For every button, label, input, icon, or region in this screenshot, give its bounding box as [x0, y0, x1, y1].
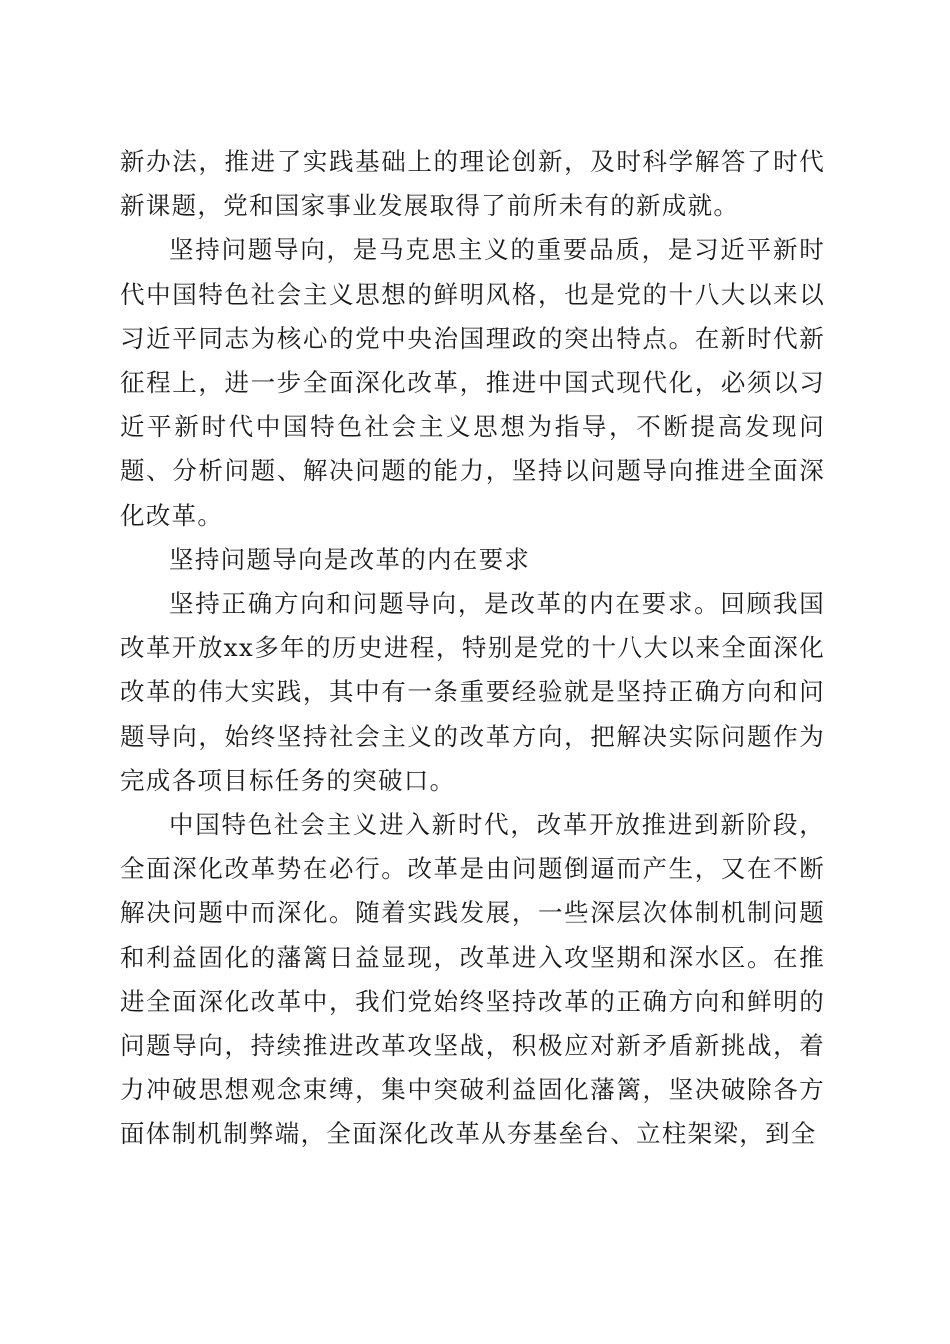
- paragraph-continuation: 新办法，推进了实践基础上的理论创新，及时科学解答了时代新课题，党和国家事业发展取得了前所未有的新成就。: [120, 147, 825, 221]
- paragraph-new-era: 中国特色社会主义进入新时代，改革开放推进到新阶段，全面深化改革势在必行。改革是由问题倒逼而产生，又在不断解决问题中而深化。随着实践发展，一些深层次体制机制问题和利益固化的藩篱日益显现，改革进入攻坚期和深水区。在推进全面深化改革中，我们党始终坚持改革的正确方向和鲜明的问题导向，持续推进改革攻坚战，积极应对新矛盾新挑战，着力冲破思想观念束缚，集中突破利益固化藩篱，坚决破除各方面体制机制弊端，全面深化改革从夯基垒台、立柱架梁，到全: [120, 810, 825, 1149]
- document-body: [120, 140, 825, 1157]
- paragraph-inner-requirement: 坚持正确方向和问题导向，是改革的内在要求。回顾我国改革开放xx多年的历史进程，特别是党的十八大以来全面深化改革的伟大实践，其中有一条重要经验就是坚持正确方向和问题导向，始终坚持社会主义的改革方向，把解决实际问题作为完成各项目标任务的突破口。: [120, 589, 825, 795]
- section-heading: 坚持问题导向是改革的内在要求: [169, 544, 531, 574]
- paragraph-problem-orientation: 坚持问题导向，是马克思主义的重要品质，是习近平新时代中国特色社会主义思想的鲜明风格，也是党的十八大以来以习近平同志为核心的党中央治国理政的突出特点。在新时代新征程上，进一步全面深化改革，推进中国式现代化，必须以习近平新时代中国特色社会主义思想为指导，不断提高发现问题、分析问题、解决问题的能力，坚持以问题导向推进全面深化改革。: [120, 235, 825, 530]
